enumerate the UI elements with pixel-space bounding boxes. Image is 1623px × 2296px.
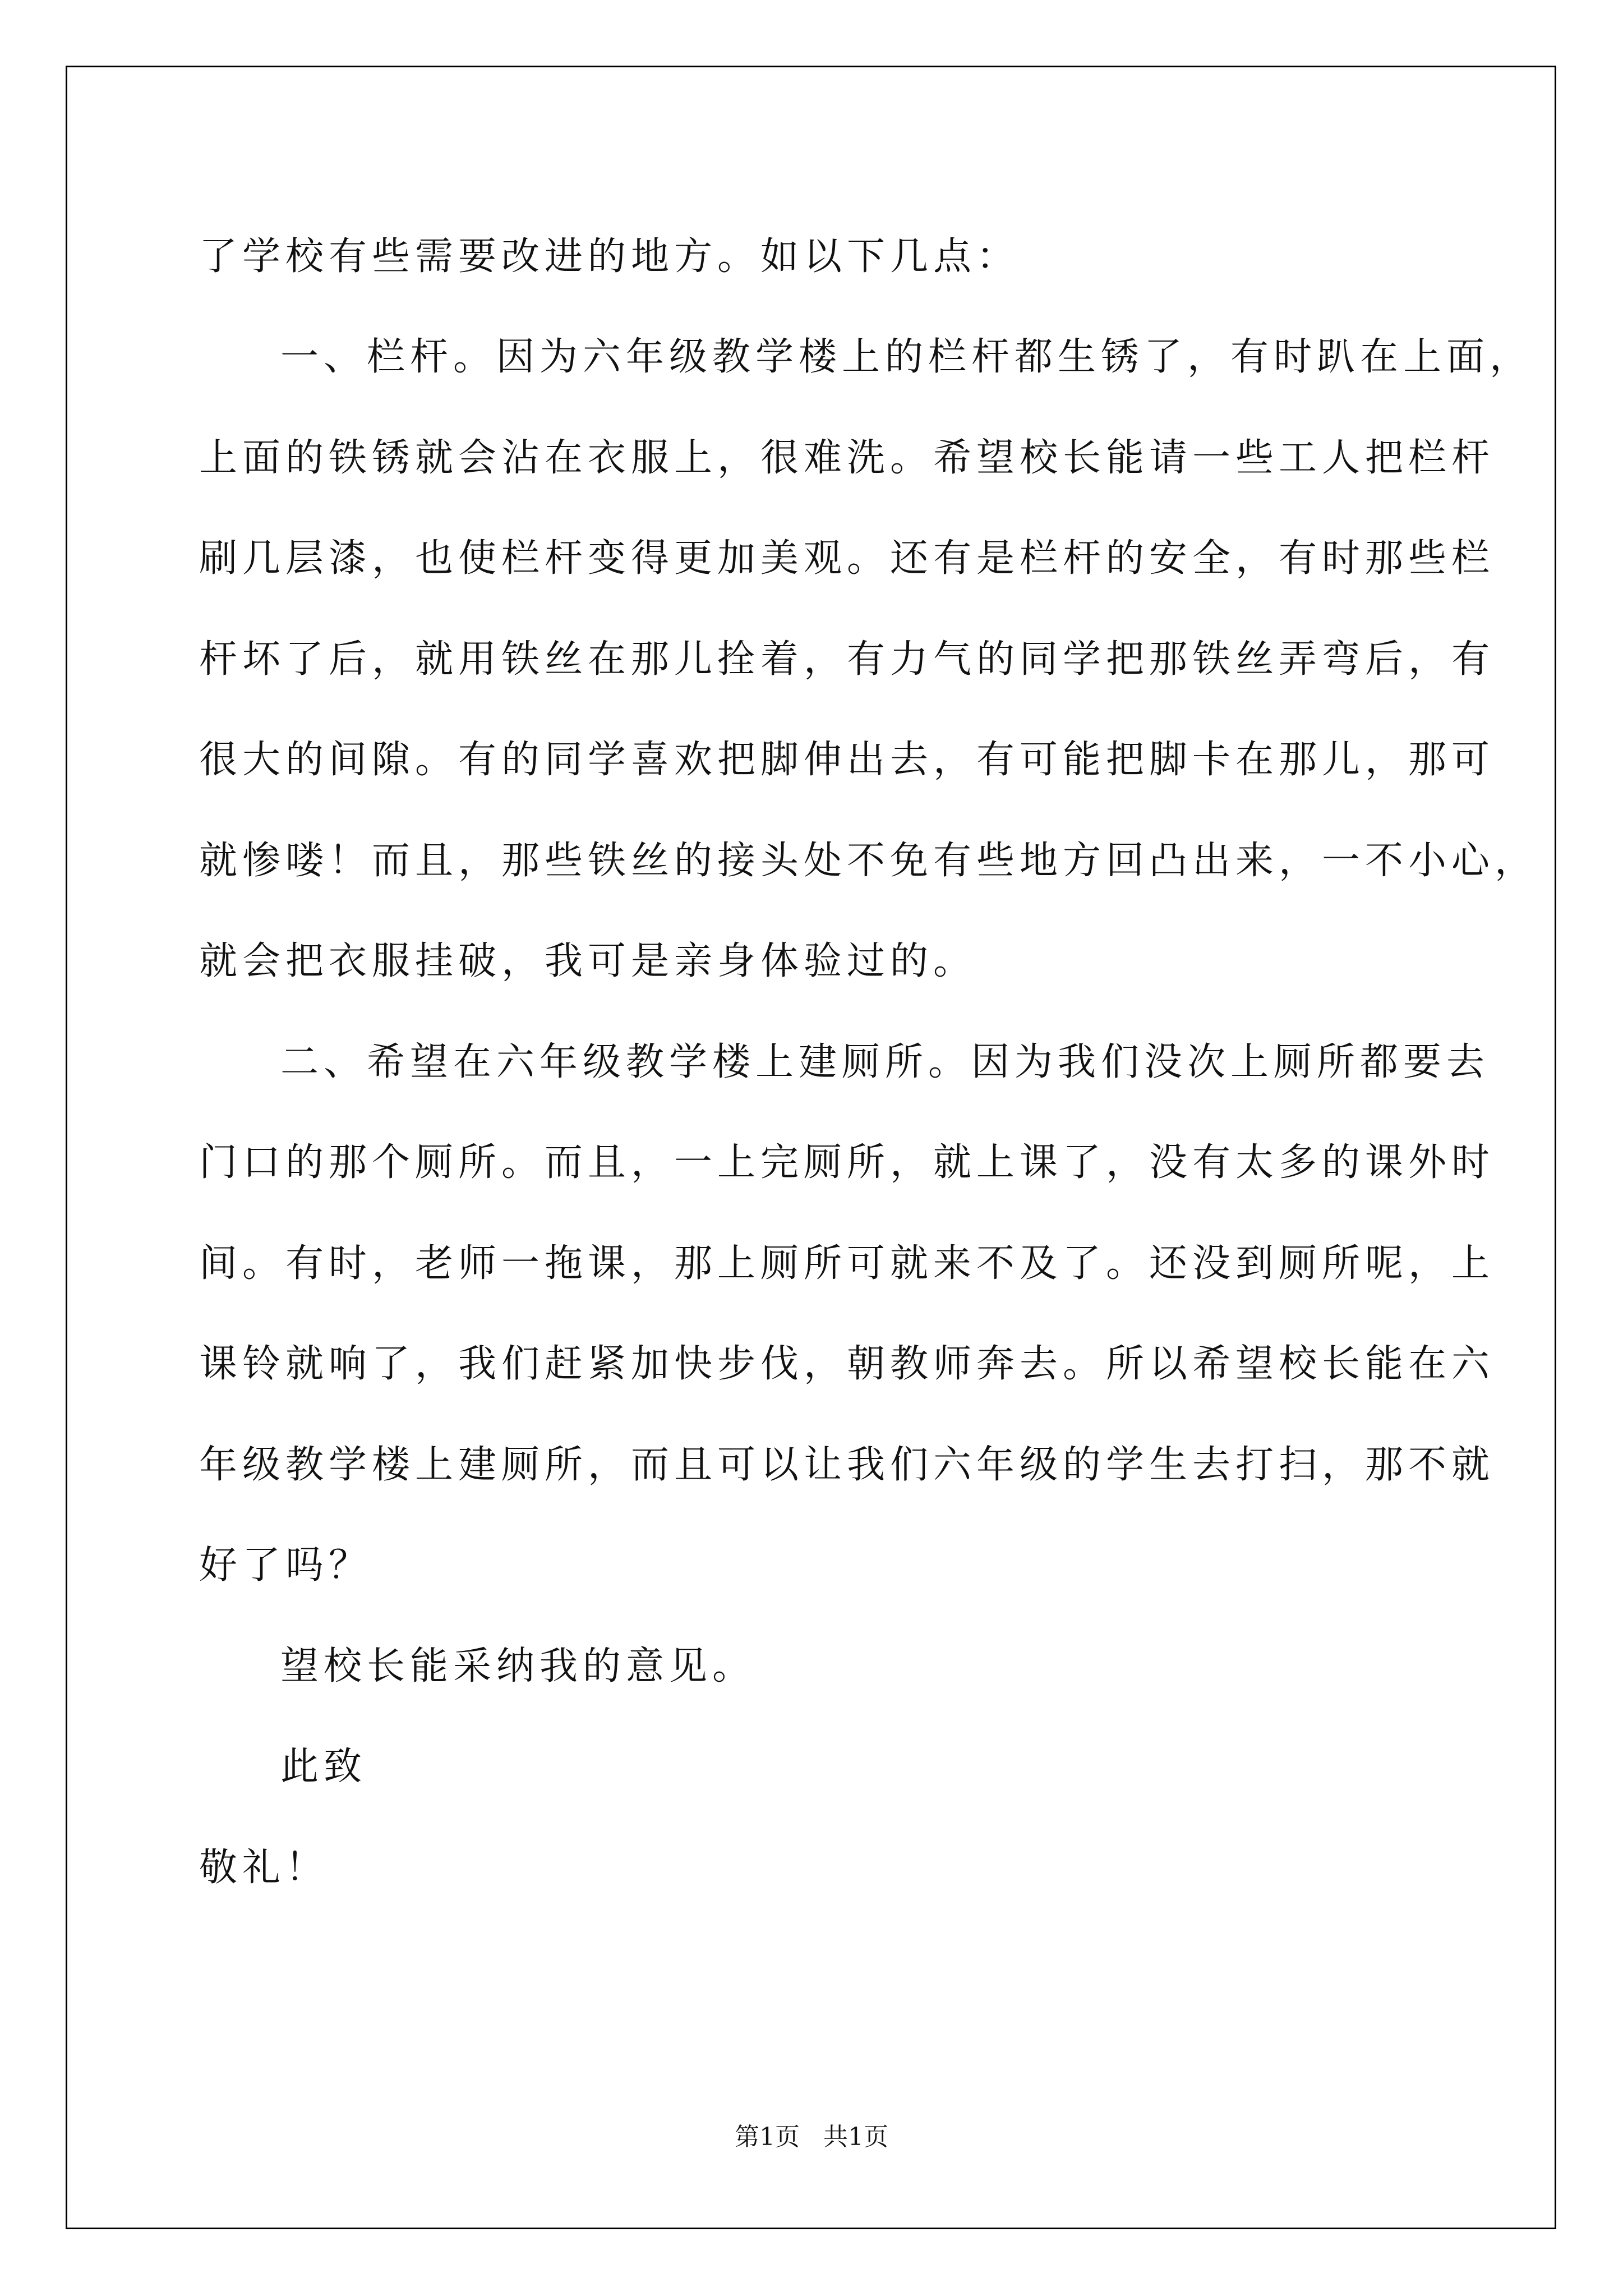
text-line: 门口的那个厕所。而且，一上完厕所，就上课了，没有太多的课外时 <box>199 1140 1495 1185</box>
text-line: 就惨喽！而且，那些铁丝的接头处不免有些地方回凸出来，一不小心， <box>199 839 1538 883</box>
text-line: 年级教学楼上建厕所，而且可以让我们六年级的学生去打扫，那不就 <box>199 1443 1495 1487</box>
text-line: 刷几层漆，也使栏杆变得更加美观。还有是栏杆的安全，有时那些栏 <box>199 536 1495 581</box>
text-line: 杆坏了后，就用铁丝在那儿拴着，有力气的同学把那铁丝弄弯后，有 <box>199 637 1495 682</box>
text-line: 很大的间隙。有的同学喜欢把脚伸出去，有可能把脚卡在那儿，那可 <box>199 738 1495 782</box>
text-line: 上面的铁锈就会沾在衣服上，很难洗。希望校长能请一些工人把栏杆 <box>199 436 1495 480</box>
text-line: 好了吗？ <box>199 1543 372 1588</box>
text-line: 课铃就响了，我们赶紧加快步伐，朝教师奔去。所以希望校长能在六 <box>199 1342 1495 1386</box>
text-line: 一、栏杆。因为六年级教学楼上的栏杆都生锈了，有时趴在上面， <box>280 335 1533 379</box>
text-line: 就会把衣服挂破，我可是亲身体验过的。 <box>199 939 977 983</box>
text-line: 敬礼！ <box>199 1846 329 1890</box>
text-line: 二、希望在六年级教学楼上建厕所。因为我们没次上厕所都要去 <box>280 1040 1490 1084</box>
text-line: 望校长能采纳我的意见。 <box>280 1644 756 1688</box>
text-line: 此致 <box>280 1745 367 1789</box>
text-line: 了学校有些需要改进的地方。如以下几点： <box>199 234 1020 279</box>
text-line: 间。有时，老师一拖课，那上厕所可就来不及了。还没到厕所呢，上 <box>199 1241 1495 1286</box>
page-footer: 第1页 共1页 <box>735 2123 888 2151</box>
